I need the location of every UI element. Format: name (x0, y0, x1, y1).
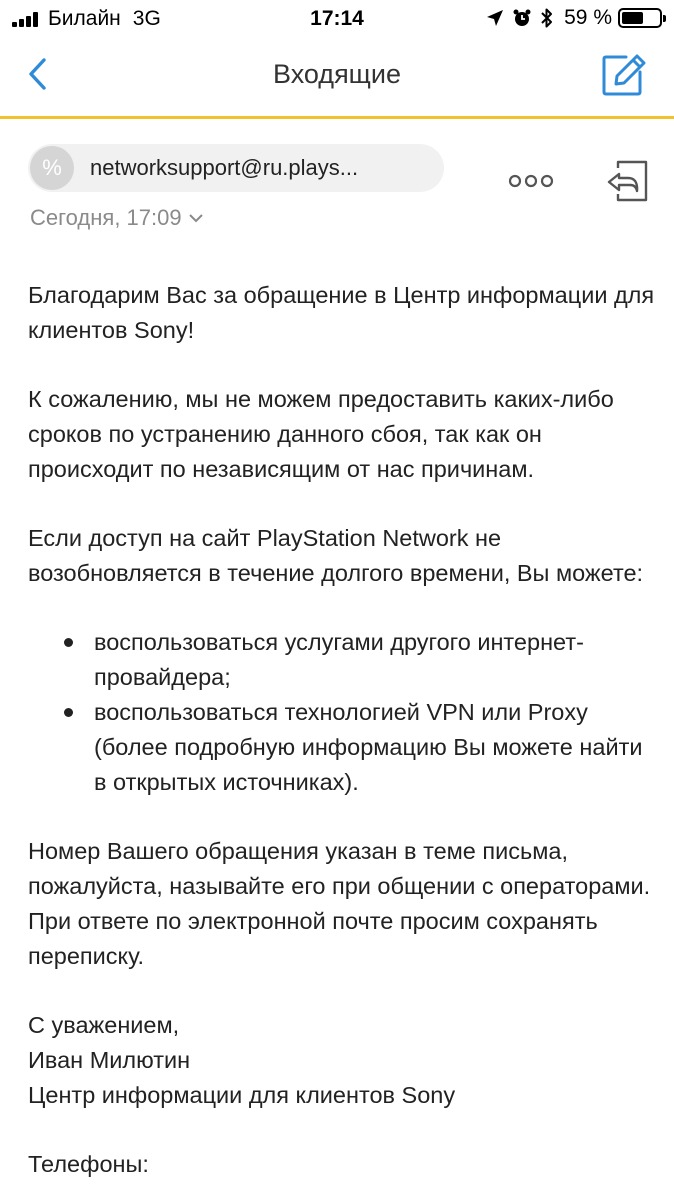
navigation-bar (0, 40, 674, 116)
body-paragraph: К сожалению, мы не можем предоставить каких-либо сроков по устранению данного сбоя, так как он происходит по независящим от нас причинам. (28, 386, 614, 482)
bluetooth-icon (540, 7, 554, 29)
signature-line: Иван Милютин (28, 1047, 191, 1073)
nav-divider (0, 116, 674, 119)
location-arrow-icon (486, 9, 504, 27)
options-list (28, 625, 658, 800)
body-paragraph: Номер Вашего обращения указан в теме письма, пожалуйста, называйте его при общении с операторами. При ответе по электронной почте просим сохранять переписку. (28, 838, 651, 969)
status-bar (0, 0, 674, 40)
signature-line: Центр информации для клиентов Sony (28, 1082, 456, 1108)
battery-level-fill (622, 12, 643, 24)
chevron-down-icon (188, 212, 204, 224)
carrier-name: Билайн (48, 7, 121, 30)
list-item: воспользоваться услугами другого интернет-провайдера; (94, 625, 658, 695)
compose-icon[interactable] (600, 52, 646, 98)
battery-percent: 59 % (564, 6, 612, 29)
nav-title: Входящие (272, 59, 401, 89)
sender-chip[interactable] (28, 144, 444, 192)
signature-line: С уважением, (28, 1012, 180, 1038)
network-type: 3G (132, 7, 161, 30)
message-body (28, 278, 658, 1200)
sender-avatar: % (30, 146, 74, 190)
battery-icon (618, 8, 662, 28)
status-time: 17:14 (310, 7, 364, 30)
body-paragraph: Благодарим Вас за обращение в Центр информации для клиентов Sony! (28, 282, 655, 343)
alarm-icon (512, 8, 532, 28)
status-right (478, 6, 662, 30)
list-item: воспользоваться технологией VPN или Proxy (более подробную информацию Вы можете найти в открытых источниках). (94, 695, 658, 800)
message-date[interactable] (30, 205, 204, 231)
signature (28, 1008, 658, 1113)
phones-label: Телефоны: (28, 1151, 149, 1177)
message-date-text: Сегодня, 17:09 (30, 205, 182, 230)
body-paragraph: Если доступ на сайт PlayStation Network не возобновляется в течение долгого времени, Вы можете: (28, 525, 644, 586)
more-options-icon[interactable] (508, 172, 554, 190)
sender-email: networksupport@ru.plays... (90, 155, 359, 180)
reply-icon[interactable] (604, 158, 650, 204)
